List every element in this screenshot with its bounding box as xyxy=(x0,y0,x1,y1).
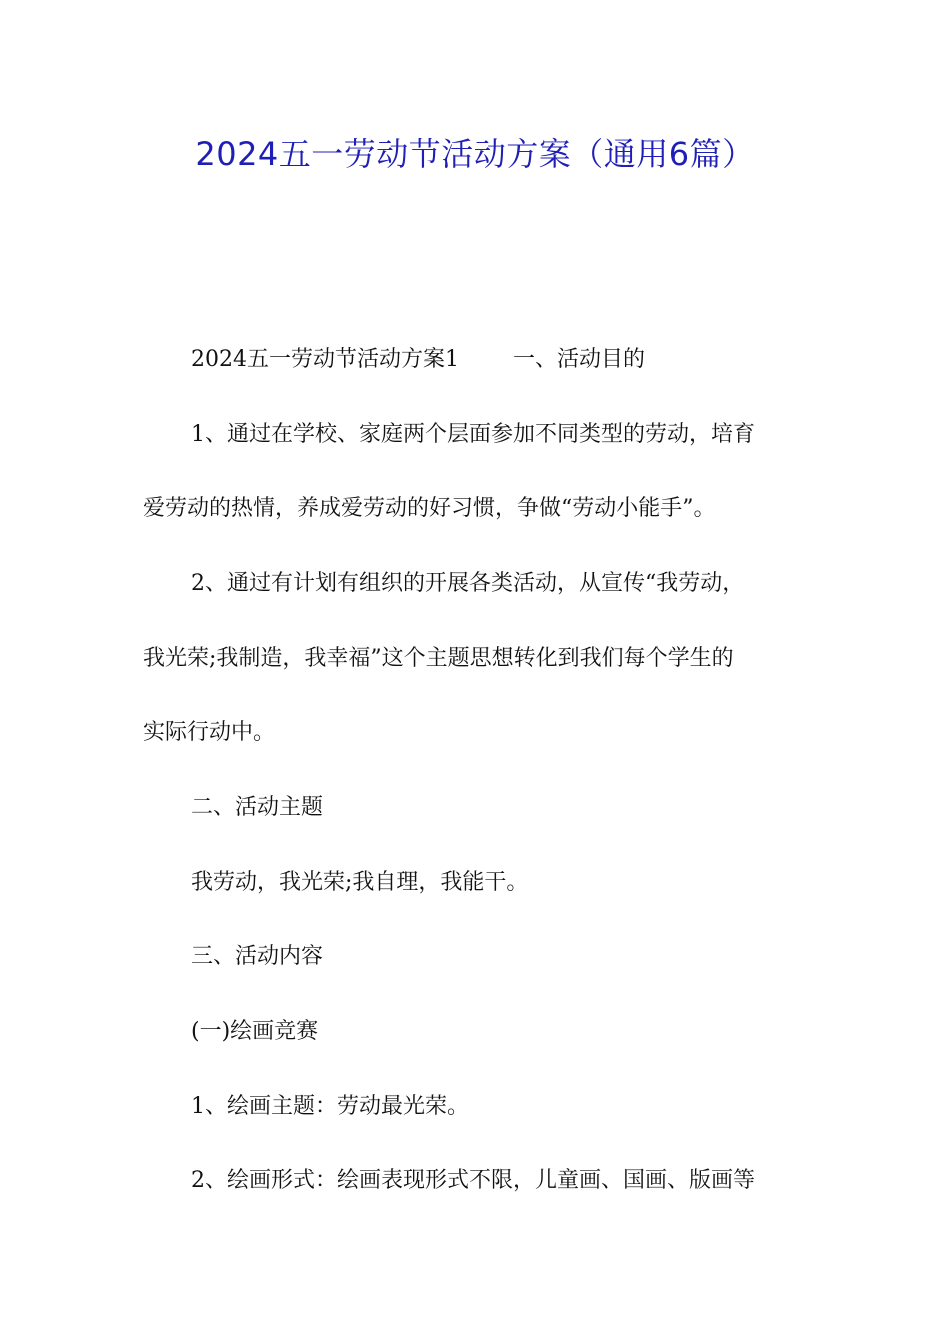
paragraph-line: 爱劳动的热情，养成爱劳动的好习惯，争做“劳动小能手”。 xyxy=(143,496,716,521)
heading-theme: 二、活动主题 xyxy=(191,795,324,820)
subheading-drawing: (一)绘画竞赛 xyxy=(191,1019,319,1044)
paragraph-line: 2、绘画形式：绘画表现形式不限，儿童画、国画、版画等 xyxy=(191,1168,755,1193)
paragraph-line: 1、绘画主题：劳动最光荣。 xyxy=(191,1094,469,1119)
paragraph-line: 我劳动，我光荣;我自理，我能干。 xyxy=(191,870,529,895)
section-title: 2024五一劳动节活动方案1 xyxy=(191,347,459,372)
paragraph-line: 2、通过有计划有组织的开展各类活动，从宣传“我劳动， xyxy=(191,571,745,596)
first-line xyxy=(191,345,645,375)
document-title: 2024五一劳动节活动方案（通用6篇） xyxy=(195,135,755,173)
paragraph-line: 我光荣;我制造，我幸福”这个主题思想转化到我们每个学生的 xyxy=(143,646,734,671)
heading-content: 三、活动内容 xyxy=(191,944,324,969)
paragraph-line: 1、通过在学校、家庭两个层面参加不同类型的劳动，培育 xyxy=(191,422,755,447)
paragraph-line: 实际行动中。 xyxy=(143,720,276,745)
heading-purpose: 一、活动目的 xyxy=(513,347,646,372)
